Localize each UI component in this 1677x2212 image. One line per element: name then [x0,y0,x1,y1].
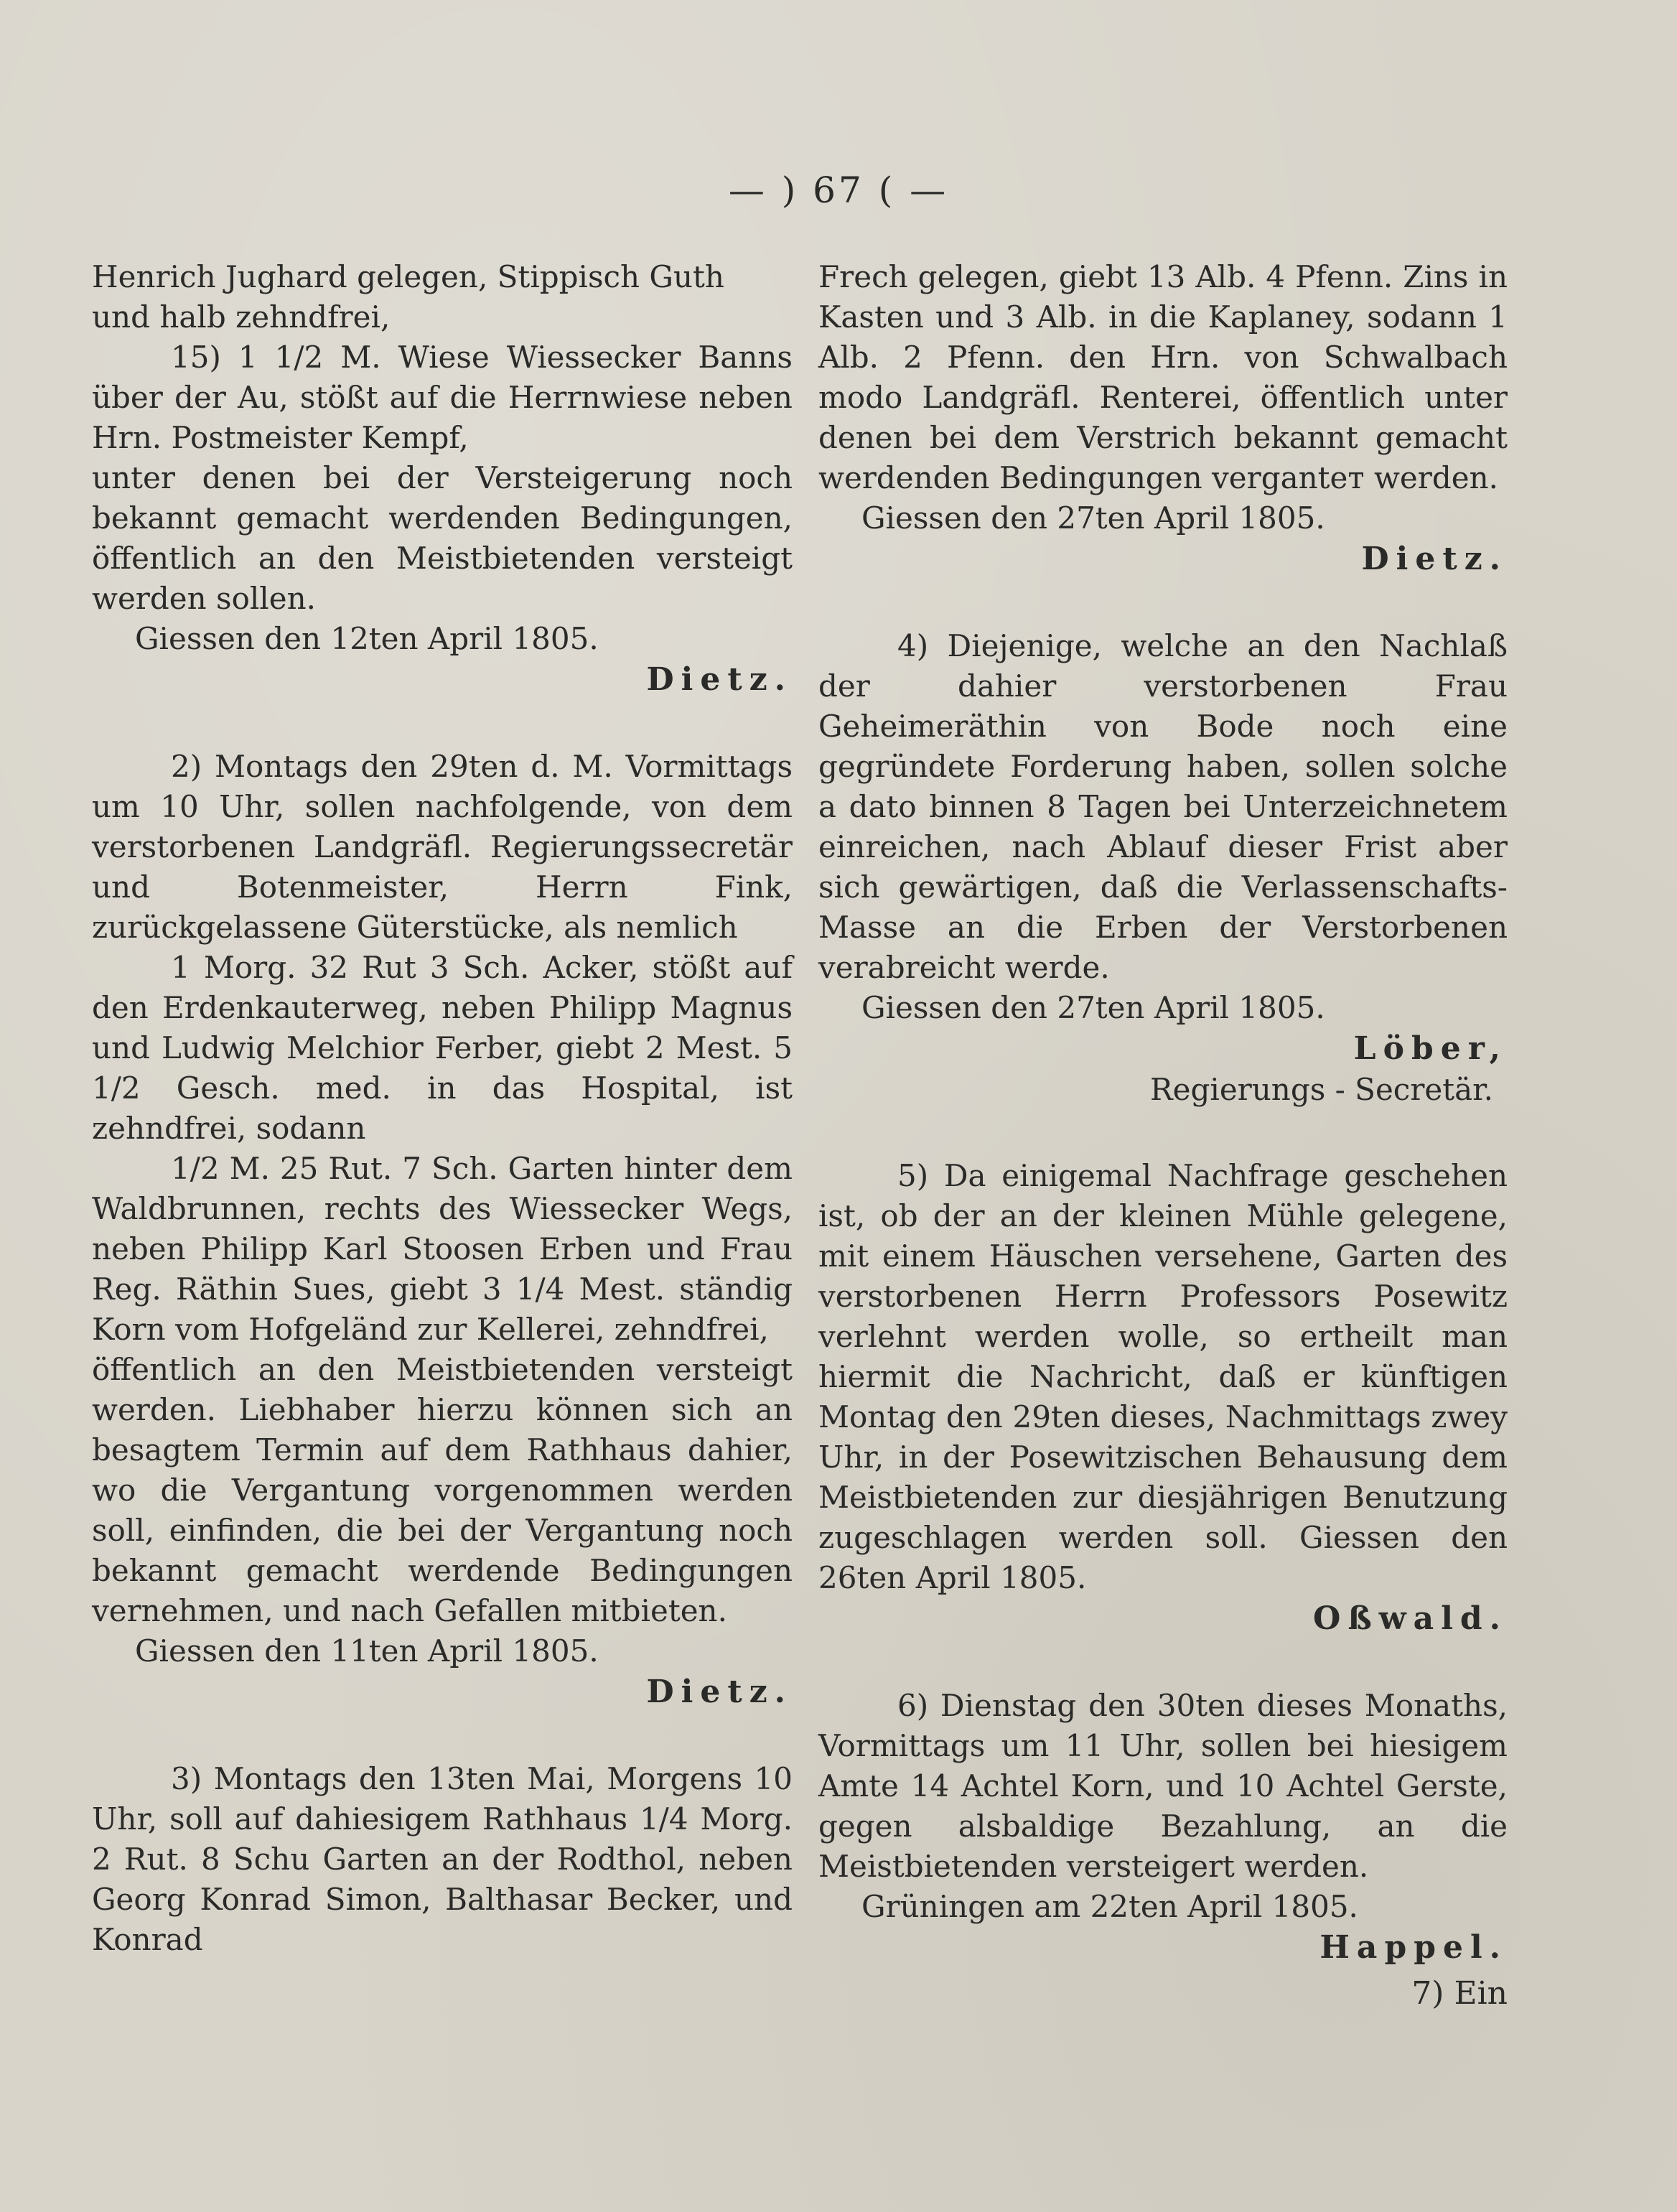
notice-intro: 3) Montags den 13ten Mai, Morgens 10 Uhr, soll auf dahiesigem Rathhaus 1/4 Morg. 2 Rut. 8 Schu Garten an der Rodthol, neben Georg Konrad Simon, Balthasar Becker, und Konrad [92,1761,793,1957]
notice-body: 4) Diejenige, welche an den Nachlaß der dahier verstorbenen Frau Geheimeräthin von Bode noch eine gegründete Forderung haben, sollen solche a dato binnen 8 Tagen bei Unterzeichnetem einreichen, nach Ablauf dieser Frist aber sich gewärtigen, daß die Verlassenschafts-Masse an die Erben der Verstorbenen verabreicht werde. [818,628,1508,985]
notice-5 [818,1156,1508,1640]
item-15: 15) 1 1/2 M. Wiese Wiessecker Banns über der Au, stößt auf die Herrnwiese neben Hrn. Postmeister Kempf, [92,340,793,455]
notice-body: Frech gelegen, giebt 13 Alb. 4 Pfenn. Zins in Kasten und 3 Alb. in die Kaplaney, sodann 1 Alb. 2 Pfenn. den Hrn. von Schwalbach modo Landgräfl. Renterei, öffentlich unter denen bei dem Verstrich bekannt gemacht werdenden Bedingungen verganteт werden. [818,259,1508,495]
notice-4 [818,626,1508,1110]
signature: Oßwald. [1313,1600,1508,1637]
signature: Dietz. [646,661,793,698]
notice-6 [818,1686,1508,2015]
signature: Dietz. [646,1674,793,1710]
notice-1-continuation [92,257,793,701]
signature: Löber, [1353,1030,1508,1067]
notice-3-continuation [818,257,1508,580]
signature-title: Regierungs - Secretär. [1150,1072,1493,1107]
notice-date: Giessen den 27ten April 1805. [861,500,1325,536]
notice-date: Giessen den 12ten April 1805. [135,621,599,656]
notice-date: Giessen den 27ten April 1805. [861,990,1325,1025]
notice-2 [92,747,793,1713]
notice-body: unter denen bei der Versteigerung noch bekannt gemacht werdenden Bedingungen, öffentlich an den Meistbietenden versteigt werden sollen. [92,460,793,616]
notice-date: Giessen den 11ten April 1805. [135,1633,599,1669]
item-2: 1/2 M. 25 Rut. 7 Sch. Garten hinter dem Waldbrunnen, rechts des Wiessecker Wegs, neben Philipp Karl Stoosen Erben und Frau Reg. Räthin Sues, giebt 3 1/4 Mest. ständig Korn vom Hofgeländ zur Kellerei, zehndfrei, [92,1151,793,1347]
notice-date: Grüningen am 22ten April 1805. [861,1889,1358,1924]
right-column [818,257,1508,2061]
notice-body: 5) Da einigemal Nachfrage geschehen ist, ob der an der kleinen Mühle gelegene, mit einem Häuschen versehene, Garten des verstorbenen Herrn Professors Posewitz verlehnt werden wolle, so ertheilt man hiermit die Nachricht, daß er künftigen Montag den 29ten dieses, Nachmittags zwey Uhr, in der Posewitzischen Behausung dem Meistbietenden zur diesjährigen Benutzung zugeschlagen werden soll. Giessen den 26ten April 1805. [818,1158,1508,1595]
signature: Happel. [1319,1929,1508,1966]
notice-body: 6) Dienstag den 30ten dieses Monaths, Vormittags um 11 Uhr, sollen bei hiesigem Amte 14 Achtel Korn, und 10 Achtel Gerste, gegen alsbaldige Bezahlung, an die Meistbietenden versteigert werden. [818,1688,1508,1884]
item-1: 1 Morg. 32 Rut 3 Sch. Acker, stößt auf den Erdenkauterweg, neben Philipp Magnus und Ludwig Melchior Ferber, giebt 2 Mest. 5 1/2 Gesch. med. in das Hospital, ist zehndfrei, sodann [92,950,793,1146]
catchword: 7) Ein [1411,1975,1508,2012]
left-column [92,257,793,2006]
text-line: und halb zehndfrei, [92,299,391,335]
notice-intro: 2) Montags den 29ten d. M. Vormittags um 10 Uhr, sollen nachfolgende, von dem verstorbenen Landgräfl. Regierungssecretär und Botenmeister, Herrn Fink, zurückgelassene Güterstücke, als nemlich [92,749,793,945]
signature: Dietz. [1361,541,1508,577]
notice-body: öffentlich an den Meistbietenden versteigt werden. Liebhaber hierzu können sich an besagtem Termin auf dem Rathhaus dahier, wo die Vergantung vorgenommen werden soll, einfinden, die bei der Vergantung noch bekannt gemacht werdende Bedingungen vernehmen, und nach Gefallen mitbieten. [92,1352,793,1628]
text-line: Henrich Jughard gelegen, Stippisch Guth [92,259,724,294]
notice-3-start [92,1759,793,1960]
page-number: — ) 67 ( — [728,169,949,211]
